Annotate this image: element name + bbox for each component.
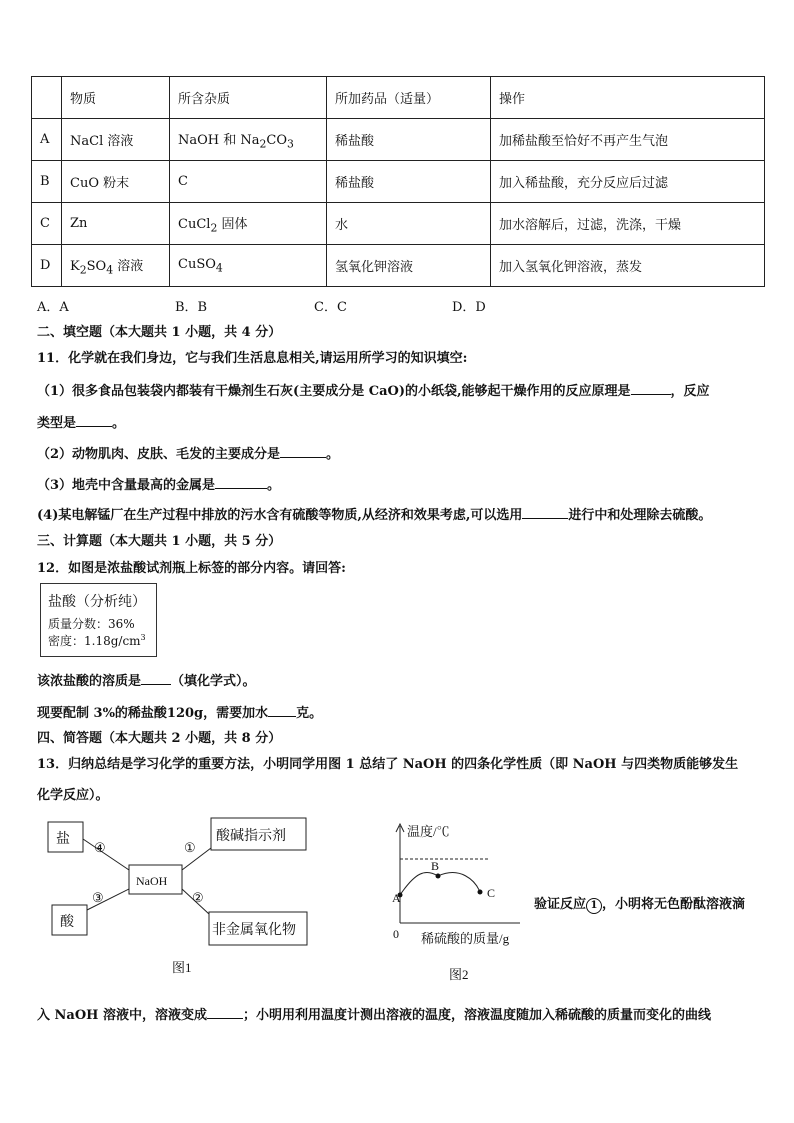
substance-cell: Zn	[62, 203, 170, 245]
reagent-cell: 稀盐酸	[327, 161, 491, 203]
circled-number: 1	[586, 898, 602, 914]
number-1: ①	[184, 840, 196, 855]
table-row	[32, 245, 765, 287]
table-row	[32, 203, 765, 245]
table-header-cell	[32, 77, 62, 119]
side-text: 验证反应 1 ，小明将无色酚酞溶液滴	[534, 897, 746, 912]
question-line: （3）地壳中含量最高的金属是 。	[37, 478, 281, 493]
answer-blank[interactable]	[280, 445, 326, 458]
number-4: ④	[94, 840, 106, 855]
options-table	[31, 76, 765, 287]
salt-label: 盐	[56, 832, 70, 847]
point-b	[436, 874, 441, 879]
oxide-label: 非金属氧化物	[212, 923, 296, 938]
reagent-cell: 稀盐酸	[327, 119, 491, 161]
label-mass-fraction: 质量分数：36%	[48, 617, 135, 631]
question-stem: 13．归纳总结是学习化学的重要方法，小明同学用图 1 总结了 NaOH 的四条化学性质（即 NaOH 与四类物质能够发生	[37, 757, 739, 772]
y-axis-label: 温度/℃	[407, 824, 450, 839]
answer-blank[interactable]	[76, 414, 112, 427]
question-line: (4)某电解锰厂在生产过程中排放的污水含有硫酸等物质,从经济和效果考虑,可以选用 进行中和处理除去硫酸。	[37, 508, 712, 523]
table-header-row	[32, 77, 765, 119]
section-heading: 二、填空题（本大题共 1 小题，共 4 分）	[37, 325, 282, 340]
question-stem: 12．如图是浓盐酸试剂瓶上标签的部分内容。请回答:	[37, 561, 346, 576]
operation-cell: 加入稀盐酸，充分反应后过滤	[491, 161, 765, 203]
answer-blank[interactable]	[522, 506, 568, 519]
table-row	[32, 119, 765, 161]
row-label: A	[32, 119, 62, 161]
impurity-cell: CuCl$_2$ 固体	[170, 203, 327, 245]
question-line: 类型是 。	[37, 416, 126, 431]
row-label: B	[32, 161, 62, 203]
naoh-label: NaOH	[136, 874, 168, 888]
label-title: 盐酸（分析纯）	[48, 594, 146, 610]
substance-cell: NaCl 溶液	[62, 119, 170, 161]
table-row	[32, 161, 765, 203]
impurity-cell: C	[170, 161, 327, 203]
number-2: ②	[192, 890, 204, 905]
point-c	[478, 890, 483, 895]
acid-label: 酸	[60, 915, 74, 930]
question-line: 入 NaOH 溶液中，溶液变成 ；小明用利用温度计测出溶液的温度，溶液温度随加入稀硫酸的质量而变化的曲线	[37, 1008, 711, 1023]
operation-cell: 加水溶解后，过滤，洗涤，干燥	[491, 203, 765, 245]
answer-blank[interactable]	[631, 382, 671, 395]
impurity-cell: CuSO$_4$	[170, 245, 327, 287]
choice-d: D．D	[452, 300, 486, 315]
answer-blank[interactable]	[215, 476, 267, 489]
substance-cell: $K_2SO_4$ 溶液	[62, 245, 170, 287]
row-label: C	[32, 203, 62, 245]
figure-2	[385, 818, 530, 988]
label-c: C	[487, 886, 496, 900]
section-heading: 三、计算题（本大题共 1 小题，共 5 分）	[37, 534, 282, 549]
answer-blank[interactable]	[141, 672, 171, 685]
row-label: D	[32, 245, 62, 287]
question-line: 该浓盐酸的溶质是 （填化学式）。	[37, 674, 256, 689]
choice-c: C．C	[314, 300, 347, 315]
section-heading: 四、简答题（本大题共 2 小题，共 8 分）	[37, 731, 282, 746]
table-header-cell: 物质	[62, 77, 170, 119]
question-stem: 11．化学就在我们身边，它与我们生活息息相关,请运用所学习的知识填空:	[37, 351, 468, 366]
question-line: 现要配制 3%的稀盐酸120g，需要加水 克。	[37, 706, 323, 721]
operation-cell: 加入氢氧化钾溶液，蒸发	[491, 245, 765, 287]
operation-cell: 加稀盐酸至恰好不再产生气泡	[491, 119, 765, 161]
origin-label: 0	[393, 927, 399, 941]
x-axis-label: 稀硫酸的质量/g	[421, 931, 510, 946]
reagent-label-box	[40, 583, 157, 657]
label-a: A	[392, 891, 401, 905]
reagent-cell: 氢氧化钾溶液	[327, 245, 491, 287]
table-header-cell: 所加药品（适量）	[327, 77, 491, 119]
choice-b: B．B	[175, 300, 208, 315]
answer-blank[interactable]	[268, 704, 296, 717]
figure-1-caption: 图1	[172, 960, 192, 975]
label-density: 密度：$1.18g/cm^3$	[48, 633, 146, 648]
figure-2-caption: 图2	[449, 967, 469, 982]
table-header-cell: 操作	[491, 77, 765, 119]
table-header-cell: 所含杂质	[170, 77, 327, 119]
indicator-label: 酸碱指示剂	[216, 829, 286, 844]
figure-1	[40, 815, 330, 980]
question-stem: 化学反应）。	[37, 788, 109, 803]
question-line: （2）动物肌肉、皮肤、毛发的主要成分是 。	[37, 447, 340, 462]
substance-cell: CuO 粉末	[62, 161, 170, 203]
impurity-cell: NaOH 和 $Na_2CO_3$	[170, 119, 327, 161]
question-line: （1）很多食品包装袋内都装有干燥剂生石灰(主要成分是 CaO)的小纸袋,能够起干燥作用的反应原理是 ，反应	[37, 384, 710, 399]
answer-blank[interactable]	[207, 1006, 243, 1019]
number-3: ③	[92, 890, 104, 905]
label-b: B	[431, 859, 440, 873]
reagent-cell: 水	[327, 203, 491, 245]
choice-a: A．A	[37, 300, 69, 315]
